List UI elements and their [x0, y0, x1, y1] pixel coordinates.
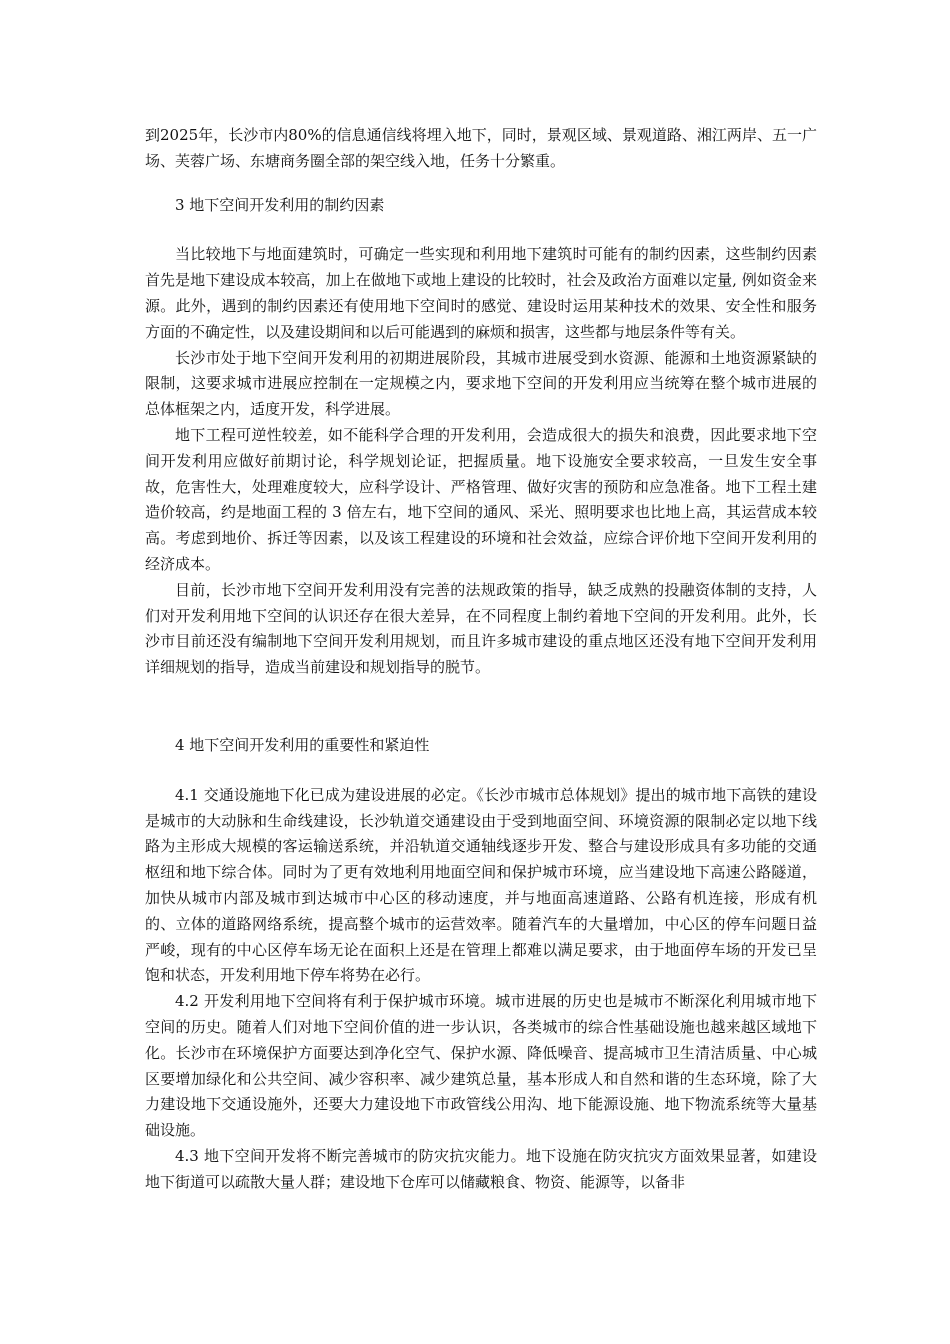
intro-paragraph: 到2025年，长沙市内80%的信息通信线将埋入地下，同时，景观区域、景观道路、湘江两岸、五一广场、芙蓉广场、东塘商务圈全部的架空线入地，任务十分繁重。	[145, 126, 817, 170]
section-3-paragraph-1: 当比较地下与地面建筑时，可确定一些实现和利用地下建筑时可能有的制约因素，这些制约因素首先是地下建设成本较高，加上在做地下或地上建设的比较时，社会及政治方面难以定量, 例如资金来源。此外，遇到的制约因素还有使用地下空间时的感觉、建设时运用某种技术的效果、安全性和服务方面的不确定性，以及建设期间和以后可能遇到的麻烦和损害，这些都与地层条件等有关。	[145, 245, 817, 341]
section-3-paragraph-4: 目前，长沙市地下空间开发利用没有完善的法规政策的指导，缺乏成熟的投融资体制的支持，人们对开发利用地下空间的认识还存在很大差异，在不同程度上制约着地下空间的开发利用。此外，长沙市目前还没有编制地下空间开发利用规划，而且许多城市建设的重点地区还没有地下空间开发利用详细规划的指导，造成当前建设和规划指导的脱节。	[145, 580, 817, 677]
section-3-heading: 3 地下空间开发利用的制约因素	[175, 195, 385, 214]
spacer	[145, 175, 817, 193]
spacer	[145, 759, 817, 783]
section-4-heading: 4 地下空间开发利用的重要性和紧迫性	[175, 735, 430, 754]
section-4-1-paragraph: 4.1 交通设施地下化已成为建设进展的必定。《长沙市城市总体规划》提出的城市地下高铁的建设是城市的大动脉和生命线建设，长沙轨道交通建设由于受到地面空间、环境资源的限制必定以地下线路为主形成大规模的客运输送系统，并沿轨道交通轴线逐步开发、整合与建设形成具有多功能的交通枢纽和地下综合体。同时为了更有效地利用地面空间和保护城市环境，应当建设地下高速公路隧道，加快从城市内部及城市到达城市中心区的移动速度，并与地面高速道路、公路有机连接，形成有机的、立体的道路网络系统，提高整个城市的运营效率。随着汽车的大量增加，中心区的停车问题日益严峻，现有的中心区停车场无论在面积上还是在管理上都难以满足要求，由于地面停车场的开发已呈饱和状态，开发利用地下停车将势在必行。	[145, 785, 817, 985]
document-page	[145, 123, 817, 1195]
section-4-3-paragraph: 4.3 地下空间开发将不断完善城市的防灾抗灾能力。地下设施在防灾抗灾方面效果显著，如建设地下街道可以疏散大量人群；建设地下仓库可以储藏粮食、物资、能源等，以备非	[145, 1146, 817, 1191]
section-3-paragraph-3: 地下工程可逆性较差，如不能科学合理的开发利用，会造成很大的损失和浪费，因此要求地下空间开发利用应做好前期讨论，科学规划论证，把握质量。地下设施安全要求较高，一旦发生安全事故，危害性大，处理难度较大，应科学设计、严格管理、做好灾害的预防和应急准备。地下工程土建造价较高，约是地面工程的 3 倍左右，地下空间的通风、采光、照明要求也比地上高，其运营成本较高。考虑到地价、拆迁等因素，以及该工程建设的环境和社会效益，应综合评价地下空间开发利用的经济成本。	[145, 425, 817, 573]
spacer	[145, 218, 817, 242]
spacer	[145, 681, 817, 733]
section-3-paragraph-2: 长沙市处于地下空间开发利用的初期进展阶段，其城市进展受到水资源、能源和土地资源紧缺的限制，这要求城市进展应控制在一定规模之内，要求地下空间的开发利用应当统筹在整个城市进展的总体框架之内，适度开发，科学进展。	[145, 348, 817, 419]
section-4-2-paragraph: 4.2 开发利用地下空间将有利于保护城市环境。城市进展的历史也是城市不断深化利用城市地下空间的历史。随着人们对地下空间价值的进一步认识，各类城市的综合性基础设施也越来越区域地下化。长沙市在环境保护方面要达到净化空气、保护水源、降低噪音、提高城市卫生清洁质量、中心城区要增加绿化和公共空间、减少容积率、减少建筑总量，基本形成人和自然和谐的生态环境，除了大力建设地下交通设施外，还要大力建设地下市政管线公用沟、地下能源设施、地下物流系统等大量基础设施。	[145, 992, 817, 1140]
